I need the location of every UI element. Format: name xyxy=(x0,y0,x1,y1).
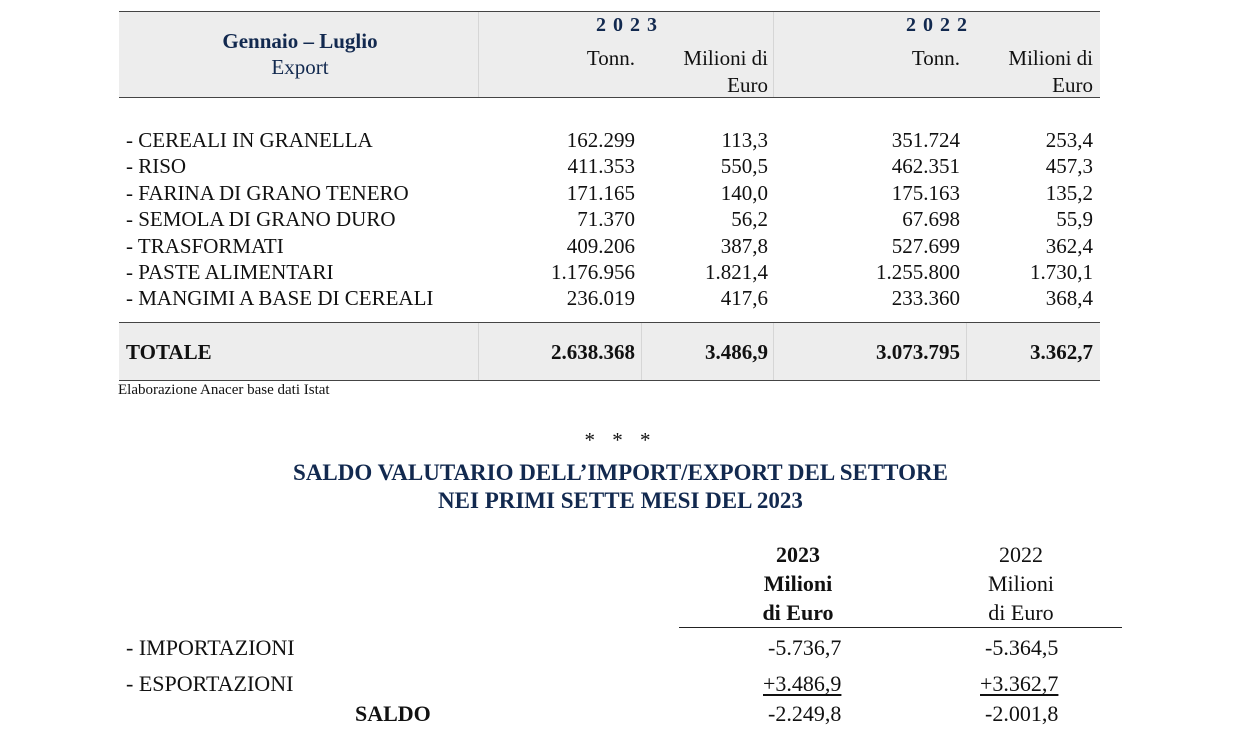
total-top-rule xyxy=(119,322,1100,323)
row-label: - RISO xyxy=(126,154,187,178)
cell-euro-2022: 55,9 xyxy=(1056,207,1093,231)
cell-tonn-2022: 233.360 xyxy=(891,286,960,310)
period-label: Gennaio – Luglio xyxy=(222,29,378,53)
cell-euro-2023: 140,0 xyxy=(720,181,768,205)
row-label: - MANGIMI A BASE DI CEREALI xyxy=(126,286,434,310)
year-2022-header: 2022 xyxy=(906,14,974,36)
table-bottom-rule xyxy=(119,380,1100,381)
col-mil-2023-line1: Milioni di xyxy=(683,46,768,70)
balance-value-2022: -5.364,5 xyxy=(985,635,1059,660)
cell-tonn-2023: 409.206 xyxy=(566,234,635,258)
cell-euro-2022: 1.730,1 xyxy=(1030,260,1093,284)
total-tonn-2022: 3.073.795 xyxy=(876,340,960,364)
balance-col-2023-year: 2023 xyxy=(776,542,820,567)
column-separator xyxy=(966,323,967,380)
col-mil-2022-line2: Euro xyxy=(1052,73,1093,97)
balance-col-2022-unit2: di Euro xyxy=(988,600,1054,625)
balance-col-2022-unit1: Milioni xyxy=(987,571,1054,596)
row-label: - TRASFORMATI xyxy=(126,234,284,258)
cell-euro-2023: 417,6 xyxy=(720,286,768,310)
balance-row-label: - ESPORTAZIONI xyxy=(126,671,294,696)
cell-tonn-2022: 462.351 xyxy=(891,154,960,178)
cell-tonn-2022: 351.724 xyxy=(891,128,960,152)
balance-title-line2: NEI PRIMI SETTE MESI DEL 2023 xyxy=(438,488,803,513)
cell-tonn-2023: 162.299 xyxy=(566,128,635,152)
row-label: - PASTE ALIMENTARI xyxy=(126,260,334,284)
total-tonn-2023: 2.638.368 xyxy=(551,340,635,364)
column-separator xyxy=(478,12,479,97)
column-separator xyxy=(773,323,774,380)
cell-tonn-2023: 236.019 xyxy=(566,286,635,310)
balance-row-label: - IMPORTAZIONI xyxy=(126,635,295,660)
total-label: TOTALE xyxy=(126,340,212,364)
balance-value-2023: -5.736,7 xyxy=(768,635,842,660)
total-euro-2022: 3.362,7 xyxy=(1030,340,1093,364)
balance-value-2022: +3.362,7 xyxy=(980,671,1059,696)
cell-euro-2023: 56,2 xyxy=(731,207,768,231)
cell-euro-2022: 135,2 xyxy=(1045,181,1093,205)
header-bottom-rule xyxy=(119,97,1100,98)
flow-label: Export xyxy=(271,55,329,79)
cell-euro-2022: 253,4 xyxy=(1045,128,1093,152)
cell-tonn-2023: 411.353 xyxy=(567,154,635,178)
balance-col-2023-unit1: Milioni xyxy=(763,571,833,596)
row-label: - CEREALI IN GRANELLA xyxy=(126,128,373,152)
row-label: - FARINA DI GRANO TENERO xyxy=(126,181,409,205)
cell-euro-2022: 368,4 xyxy=(1045,286,1093,310)
column-separator xyxy=(641,323,642,380)
saldo-value-2022: -2.001,8 xyxy=(985,701,1059,726)
source-note: Elaborazione Anacer base dati Istat xyxy=(118,382,330,398)
cell-tonn-2023: 1.176.956 xyxy=(551,260,635,284)
saldo-label: SALDO xyxy=(355,701,431,726)
balance-title-line1: SALDO VALUTARIO DELL’IMPORT/EXPORT DEL SETTORE xyxy=(293,460,948,485)
row-label: - SEMOLA DI GRANO DURO xyxy=(126,207,396,231)
saldo-value-2023: -2.249,8 xyxy=(768,701,842,726)
balance-col-2022-year: 2022 xyxy=(999,542,1043,567)
cell-tonn-2023: 71.370 xyxy=(577,207,635,231)
balance-value-2023: +3.486,9 xyxy=(763,671,842,696)
col-mil-2022-line1: Milioni di xyxy=(1008,46,1093,70)
balance-col-2023-unit2: di Euro xyxy=(762,600,834,625)
col-tonn-2023: Tonn. xyxy=(586,46,635,70)
cell-tonn-2022: 1.255.800 xyxy=(876,260,960,284)
col-tonn-2022: Tonn. xyxy=(911,46,960,70)
cell-euro-2023: 387,8 xyxy=(720,234,768,258)
cell-tonn-2022: 527.699 xyxy=(891,234,960,258)
total-euro-2023: 3.486,9 xyxy=(705,340,768,364)
section-separator: * * * xyxy=(584,428,657,452)
cell-euro-2023: 1.821,4 xyxy=(705,260,768,284)
col-mil-2023-line2: Euro xyxy=(727,73,768,97)
cell-tonn-2023: 171.165 xyxy=(566,181,635,205)
cell-tonn-2022: 175.163 xyxy=(891,181,960,205)
year-2023-header: 2023 xyxy=(596,14,664,36)
table-top-rule xyxy=(119,11,1100,12)
cell-euro-2022: 362,4 xyxy=(1045,234,1093,258)
column-separator xyxy=(773,12,774,97)
cell-tonn-2022: 67.698 xyxy=(902,207,960,231)
cell-euro-2023: 550,5 xyxy=(720,154,768,178)
balance-header-rule xyxy=(679,627,1122,628)
cell-euro-2023: 113,3 xyxy=(721,128,768,152)
column-separator xyxy=(478,323,479,380)
cell-euro-2022: 457,3 xyxy=(1045,154,1093,178)
